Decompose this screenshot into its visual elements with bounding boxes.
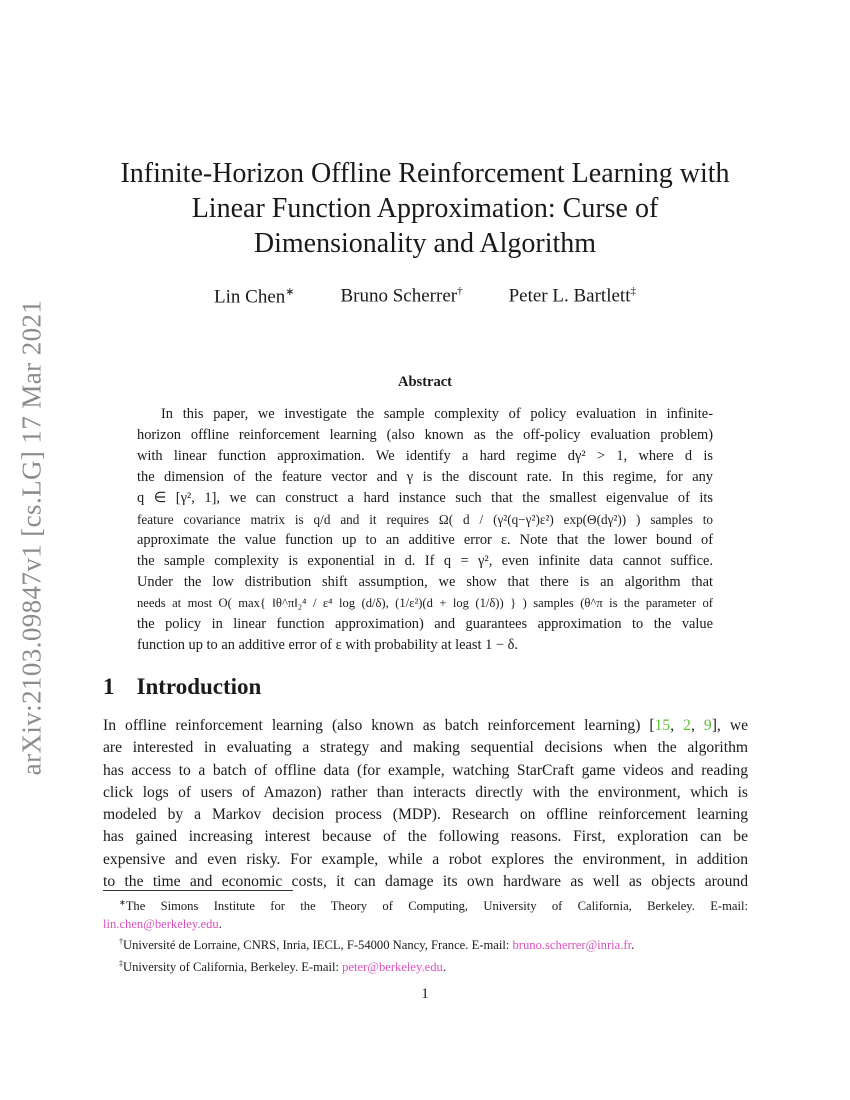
author: Bruno Scherrer† [340,285,463,307]
abstract-line: approximate the value function up to an additive error ε. Note that the lower bound of [137,532,713,548]
footnote-1-email-line: lin.chen@berkeley.edu. [103,916,222,931]
citation-link[interactable]: 2 [683,717,691,734]
section-title: Introduction [136,674,262,699]
footnote-2: †Université de Lorraine, CNRS, Inria, IECL, F-54000 Nancy, France. E-mail: bruno.scherrer@inria.fr. [119,937,635,953]
abstract-line: q ∈ [γ², 1], we can construct a hard instance such that the smallest eigenvalue of its [137,490,713,506]
title-line-1: Infinite-Horizon Offline Reinforcement Learning with [120,158,730,189]
abstract-line: needs at most O( max{ ‖θ^π‖₂⁴ / ε⁴ log (d/δ), (1/ε²)(d + log (1/δ)) } ) samples (θ^π is the parameter of [137,596,713,610]
arxiv-side-stamp [12,292,52,782]
abstract-line: Under the low distribution shift assumption, we show that there is an algorithm that [137,574,713,590]
section-number: 1 [103,674,115,699]
page-number: 1 [421,986,429,1002]
author: Lin Chen∗ [214,286,295,308]
paper-title [105,156,745,261]
abstract-line: the sample complexity is exponential in d. If q = γ², even infinite data cannot suffice. [137,553,713,569]
footnote-1: ∗The Simons Institute for the Theory of Computing, University of California, Berkeley. E-mail: [119,898,748,914]
abstract-line: the policy in linear function approximation) and guarantees approximation to the value [137,616,713,632]
abstract-line: horizon offline reinforcement learning (also known as the off-policy evaluation problem) [137,427,713,443]
author-footnote-mark[interactable]: ‡ [630,285,636,297]
footnote-mark: ∗ [119,898,126,907]
email-link[interactable]: peter@berkeley.edu [342,959,443,974]
email-link[interactable]: bruno.scherrer@inria.fr [512,938,632,953]
abstract-line: In this paper, we investigate the sample complexity of policy evaluation in infinite- [161,406,713,422]
footnotes [103,894,748,976]
citation-link[interactable]: 15 [654,717,671,734]
section-heading-introduction [103,674,261,700]
body-line-with-citations: In offline reinforcement learning (also known as batch reinforcement learning) [15, 2, 9], we [103,717,748,734]
abstract-line: feature covariance matrix is q/d and it requires Ω( d / (γ²(q−γ²)ε²) exp(Θ(dγ²)) ) samples to [137,512,713,527]
author: Peter L. Bartlett‡ [508,285,636,307]
email-link[interactable]: lin.chen@berkeley.edu [103,916,219,931]
footnote-3: ‡University of California, Berkeley. E-mail: peter@berkeley.edu. [119,958,446,974]
citation-link[interactable]: 9 [703,717,712,734]
author-footnote-mark[interactable]: † [457,285,463,297]
abstract-line: function up to an additive error of ε with probability at least 1 − δ. [137,637,519,653]
body-line: has access to a batch of offline data (for example, watching StarCraft game videos and reading [103,761,748,779]
author-list [105,285,745,308]
author-footnote-mark[interactable]: ∗ [285,286,295,298]
body-line: to the time and economic costs, it can damage its own hardware as well as objects around [103,873,748,891]
body-line: click logs of users of Amazon) rather than interacts directly with the environment, which is [103,783,748,801]
body-line: has gained increasing interest because of the following reasons. First, exploration can be [103,828,748,846]
abstract-body [137,404,713,656]
abstract-heading: Abstract [398,374,452,390]
abstract-line: the dimension of the feature vector and γ is the discount rate. In this regime, for any [137,469,713,485]
body-line: expensive and even risky. For example, while a robot explores the environment, in addition [103,850,748,868]
abstract-line: with linear function approximation. We identify a hard regime dγ² > 1, where d is [137,448,713,464]
title-line-2: Linear Function Approximation: Curse of [191,193,659,224]
footnote-mark: ‡ [119,958,123,968]
body-line: modeled by a Markov decision process (MDP). Research on offline reinforcement learning [103,806,748,824]
title-line-3: Dimensionality and Algorithm [253,228,597,259]
introduction-body [103,715,748,893]
body-line: are interested in evaluating a strategy and making sequential decisions when the algorithm [103,739,748,757]
footnote-divider [103,890,293,891]
arxiv-identifier: arXiv:2103.09847v1 [cs.LG] 17 Mar 2021 [16,299,47,775]
footnote-mark: † [119,937,123,946]
